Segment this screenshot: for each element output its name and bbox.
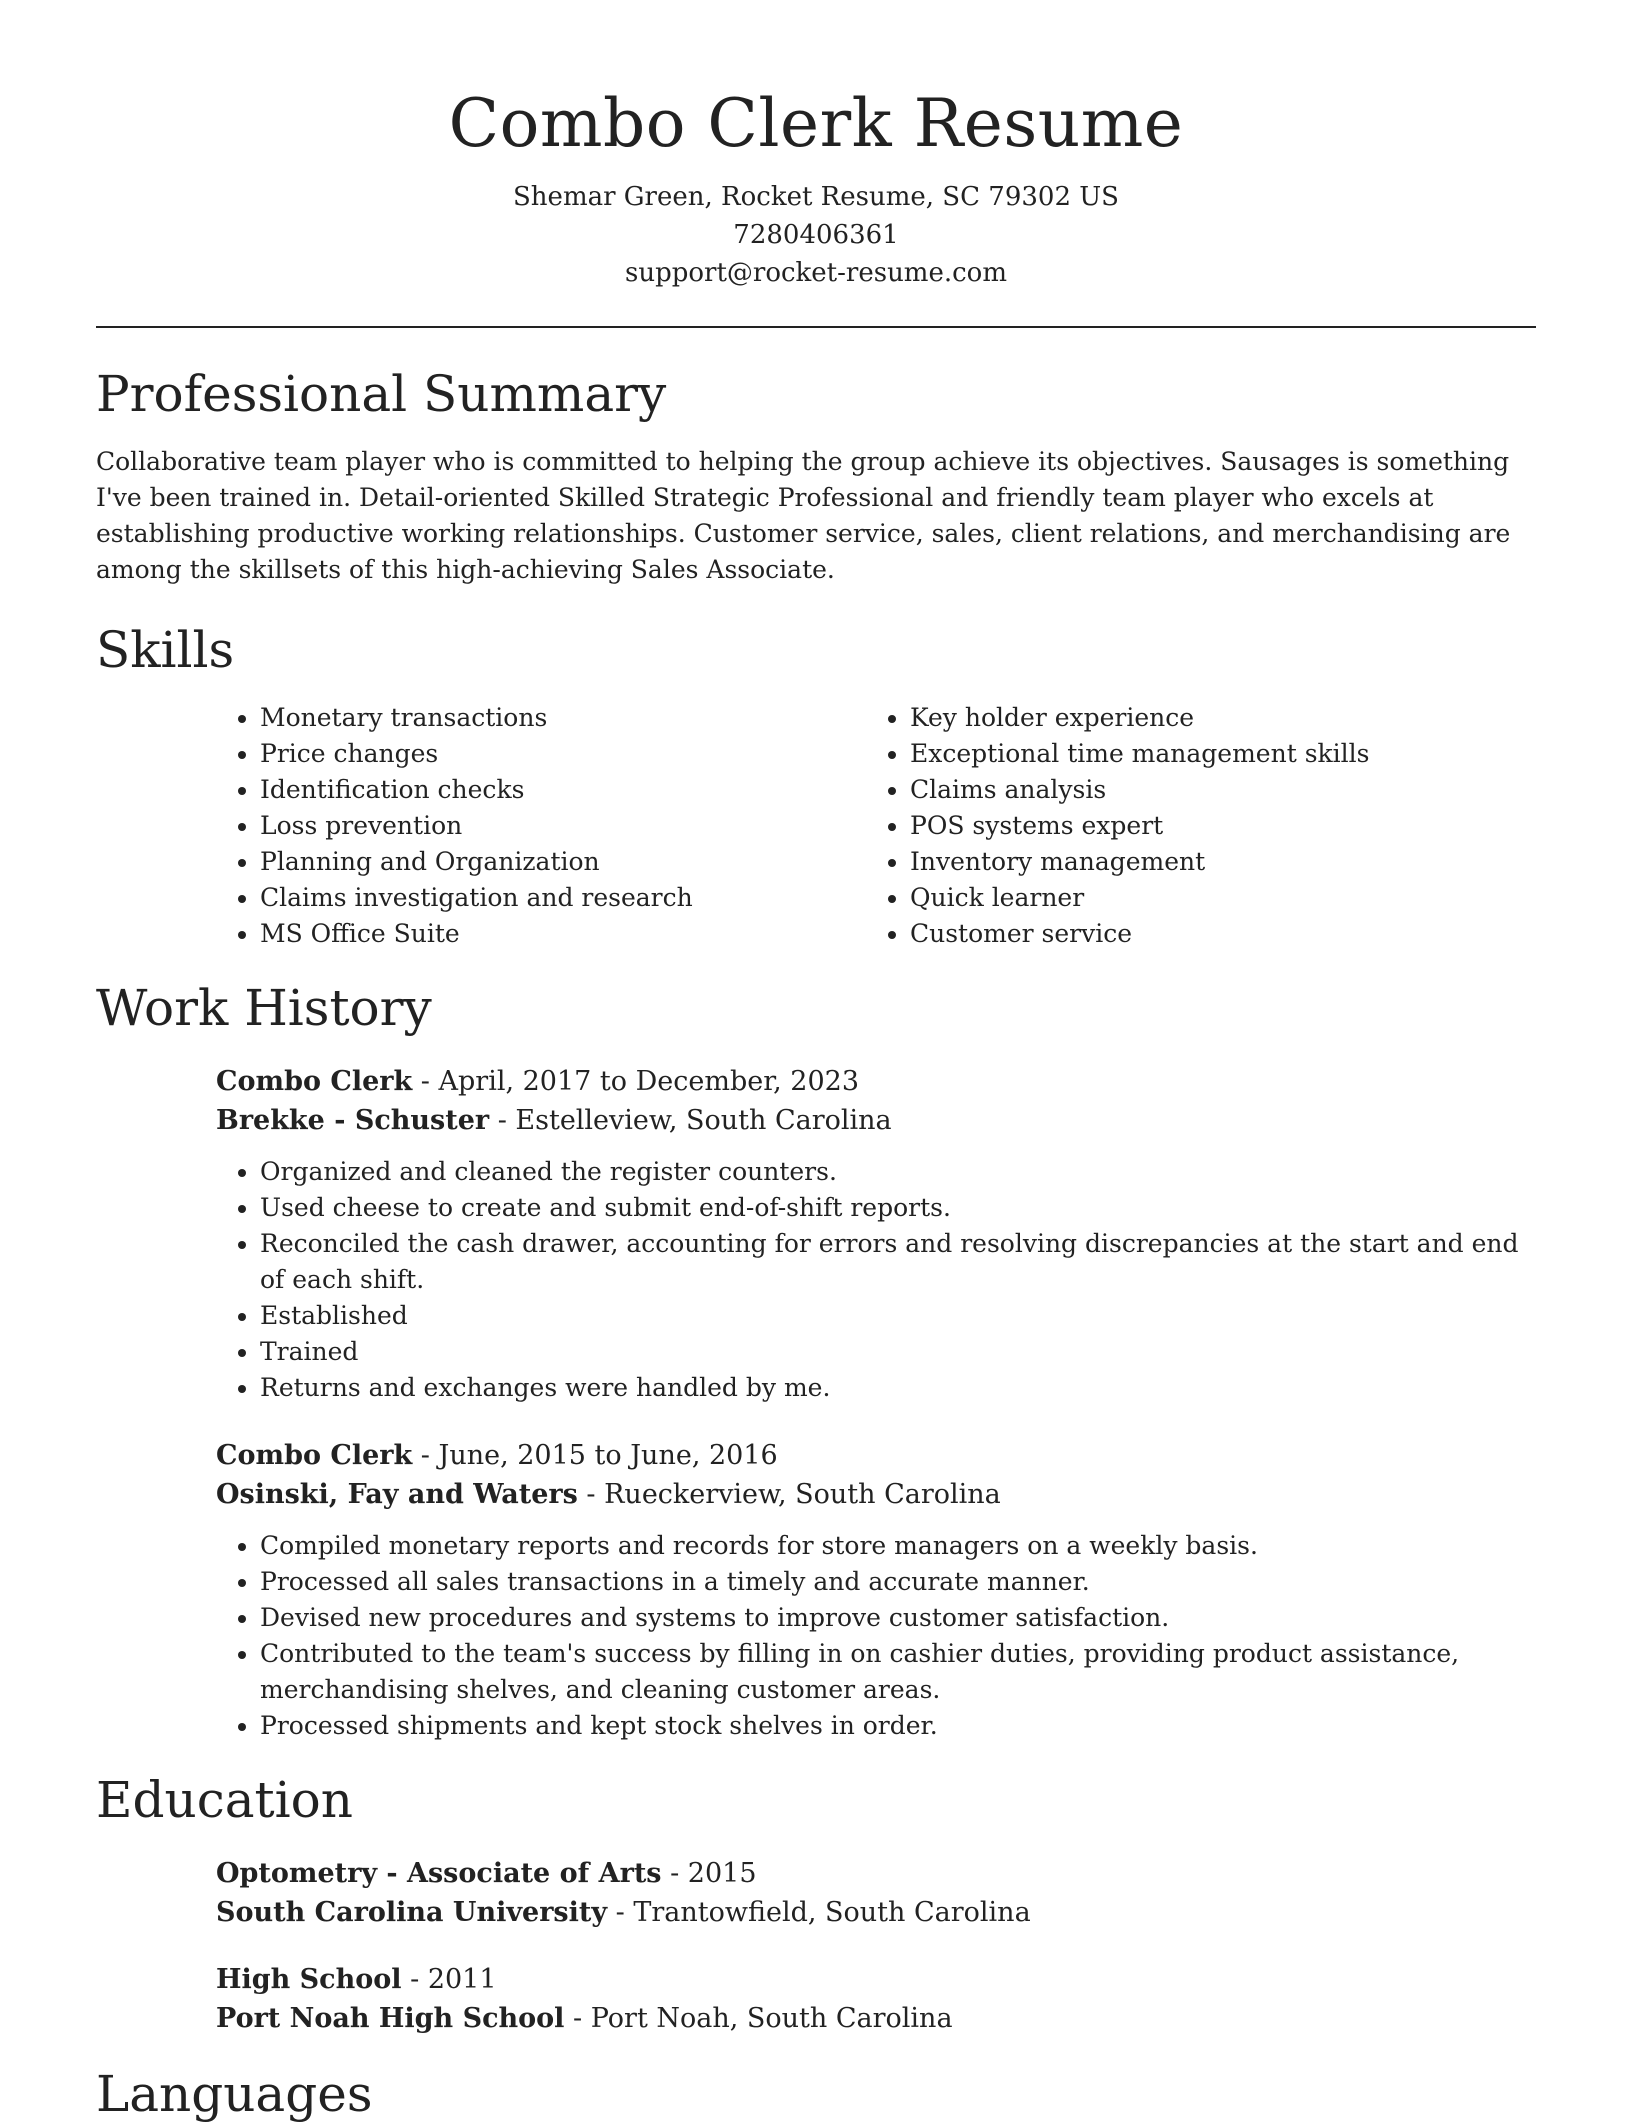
job-bullet: • Processed shipments and kept stock shelves in order.: [260, 1708, 1536, 1744]
header-divider: [96, 326, 1536, 328]
education-school: Port Noah High School: [216, 2003, 565, 2034]
job-location: - Rueckerview, South Carolina: [577, 1479, 1001, 1510]
skills-column-right: [866, 700, 1516, 952]
job-bullet: • Returns and exchanges were handled by me.: [260, 1370, 1536, 1406]
skill-item: • Exceptional time management skills: [910, 736, 1516, 772]
education-entry: [216, 1854, 1536, 1932]
job-bullet: • Contributed to the team's success by filling in on cashier duties, providing product assistance, merchandising shelves, and cleaning customer areas.: [260, 1636, 1536, 1708]
contact-address: Shemar Green, Rocket Resume, SC 79302 US: [513, 182, 1119, 212]
job-bullet: • Processed all sales transactions in a timely and accurate manner.: [260, 1564, 1536, 1600]
resume-title: Combo Clerk Resume: [448, 85, 1184, 162]
job-bullet: • Organized and cleaned the register counters.: [260, 1154, 1536, 1190]
education-year: - 2015: [661, 1858, 757, 1889]
contact-phone: 7280406361: [733, 220, 899, 250]
resume-page: [96, 0, 1536, 2126]
skills-list: [216, 700, 1536, 952]
job-title-line: [216, 1436, 1536, 1475]
skill-item: • Inventory management: [910, 844, 1516, 880]
skill-item: • Customer service: [910, 916, 1516, 952]
skills-column-left: [216, 700, 866, 952]
job-bullet: • Established: [260, 1298, 1536, 1334]
job-position: Combo Clerk: [216, 1066, 413, 1097]
job-bullet: • Used cheese to create and submit end-of-shift reports.: [260, 1190, 1536, 1226]
skill-item: • Price changes: [260, 736, 866, 772]
skill-item: • Identification checks: [260, 772, 866, 808]
job-bullets: [216, 1528, 1536, 1744]
summary-text: Collaborative team player who is committed to helping the group achieve its objectives. Sausages is something I've been trained in. Detail-oriented Skilled Strategic Professional and friendly team player who excels at establishing productive working relationships. Customer service, sales, client relations, and merchandising are among the skillsets of this high-achieving Sales Associate.: [96, 447, 1511, 584]
job-bullet: • Compiled monetary reports and records for store managers on a weekly basis.: [260, 1528, 1536, 1564]
education-school: South Carolina University: [216, 1897, 608, 1928]
education-entry: [216, 1960, 1536, 2038]
contact-email: support@rocket-resume.com: [624, 258, 1007, 288]
job-company-line: [216, 1101, 1536, 1140]
job-bullets: [216, 1154, 1536, 1406]
education-degree-line: [216, 1854, 1536, 1893]
job-dates: - April, 2017 to December, 2023: [412, 1066, 860, 1097]
job-entry: [216, 1436, 1536, 1744]
education-degree: High School: [216, 1964, 402, 1995]
education-school-line: [216, 1893, 1536, 1932]
education-school-line: [216, 1999, 1536, 2038]
job-bullet: • Trained: [260, 1334, 1536, 1370]
skills-heading: Skills: [96, 621, 235, 679]
job-bullet: • Reconciled the cash drawer, accounting for errors and resolving discrepancies at the start and end of each shift.: [260, 1226, 1536, 1298]
job-entry: [216, 1062, 1536, 1406]
job-company: Brekke - Schuster: [216, 1105, 490, 1136]
job-location: - Estelleview, South Carolina: [489, 1105, 892, 1136]
job-dates: - June, 2015 to June, 2016: [412, 1440, 778, 1471]
skill-item: • MS Office Suite: [260, 916, 866, 952]
skill-item: • Claims analysis: [910, 772, 1516, 808]
work-history-heading: Work History: [96, 979, 432, 1037]
contact-info: [96, 178, 1536, 292]
job-title-line: [216, 1062, 1536, 1101]
education-degree: Optometry - Associate of Arts: [216, 1858, 662, 1889]
education-year: - 2011: [401, 1964, 497, 1995]
skill-item: • Quick learner: [910, 880, 1516, 916]
skill-item: • Loss prevention: [260, 808, 866, 844]
skill-item: • Monetary transactions: [260, 700, 866, 736]
job-bullet: • Devised new procedures and systems to improve customer satisfaction.: [260, 1600, 1536, 1636]
skill-item: • Planning and Organization: [260, 844, 866, 880]
summary-heading: Professional Summary: [96, 365, 667, 423]
languages-heading: Languages: [96, 2065, 373, 2123]
education-location: - Trantowfield, South Carolina: [607, 1897, 1031, 1928]
job-company: Osinski, Fay and Waters: [216, 1479, 578, 1510]
education-heading: Education: [96, 1771, 353, 1829]
job-position: Combo Clerk: [216, 1440, 413, 1471]
resume-header: [96, 0, 1536, 292]
skill-item: • Claims investigation and research: [260, 880, 866, 916]
skill-item: • Key holder experience: [910, 700, 1516, 736]
education-degree-line: [216, 1960, 1536, 1999]
skill-item: • POS systems expert: [910, 808, 1516, 844]
education-location: - Port Noah, South Carolina: [564, 2003, 953, 2034]
job-company-line: [216, 1475, 1536, 1514]
